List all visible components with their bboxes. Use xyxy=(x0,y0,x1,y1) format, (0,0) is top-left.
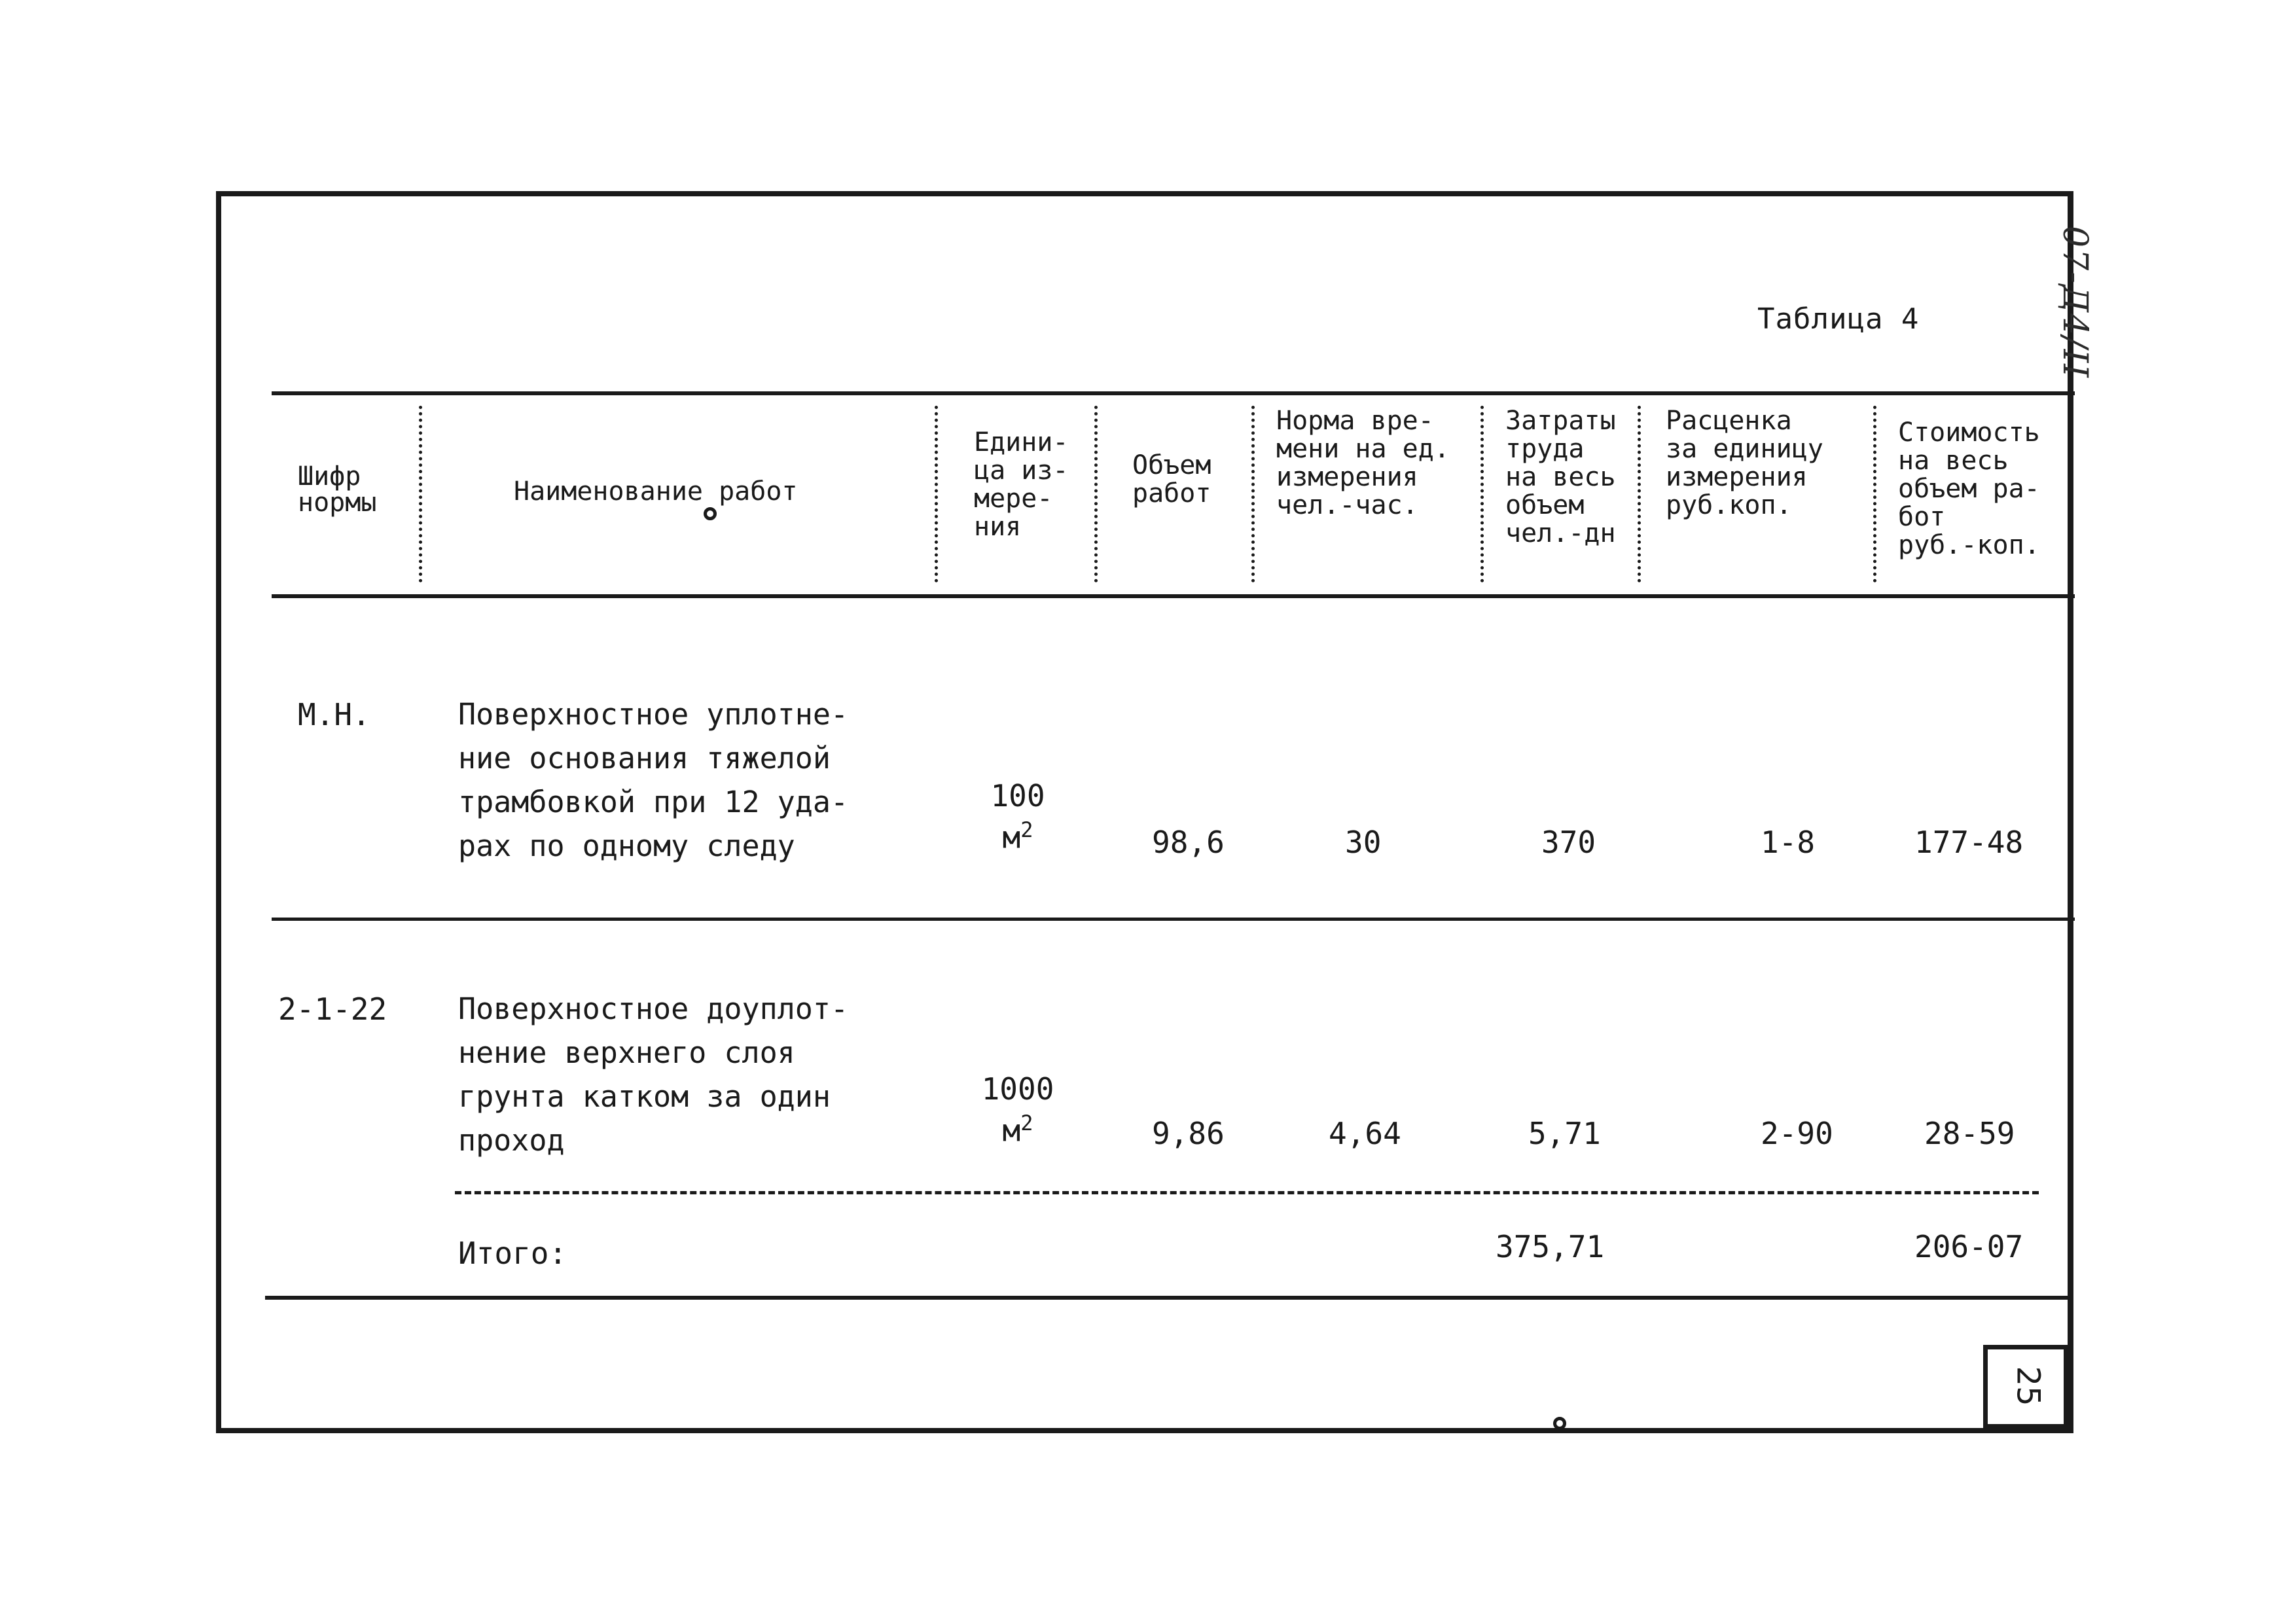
row-1-work: Поверхностное уплотне- ние основания тяжелой трамбовкой при 12 уда- рах по одному следу xyxy=(458,697,849,863)
row-1-labor: 370 xyxy=(1541,825,1596,860)
total-separator xyxy=(455,1191,2039,1194)
total-label: Итого: xyxy=(458,1236,567,1271)
row-2-work: Поверхностное доуплот- нение верхнего слоя грунта катком за один проход xyxy=(458,991,849,1158)
column-separator xyxy=(1638,406,1643,582)
header-code: Шифр нормы xyxy=(298,461,377,518)
header-volume: Объем работ xyxy=(1132,450,1211,508)
table-bottom-rule xyxy=(265,1296,2068,1300)
header-time-norm: Норма вре- мени на ед. измерения чел.-час. xyxy=(1276,406,1450,520)
row-2-labor: 5,71 xyxy=(1528,1116,1601,1151)
row-2-cost: 28-59 xyxy=(1924,1116,2015,1151)
row-1-code: М.Н. xyxy=(298,697,370,732)
row-2-rate: 2-90 xyxy=(1761,1116,1833,1151)
header-work-name: Наименование работ xyxy=(514,476,798,507)
ring-mark xyxy=(1553,1417,1566,1430)
header-rate: Расценка за единицу измерения руб.коп. xyxy=(1666,406,1823,520)
column-separator xyxy=(1251,406,1257,582)
row-2-unit: 1000 $м^2$ xyxy=(981,1071,1054,1149)
table-top-rule xyxy=(272,391,2075,395)
column-separator xyxy=(1094,406,1100,582)
column-separator xyxy=(935,406,941,582)
row-2-code: 2-1-22 xyxy=(278,991,387,1027)
row-1-norm: 30 xyxy=(1345,825,1382,860)
row-1-rate: 1-8 xyxy=(1761,825,1816,860)
header-unit: Едини- ца из- мере- ния xyxy=(974,427,1069,542)
total-labor: 375,71 xyxy=(1496,1229,1605,1264)
page-number: 25 xyxy=(2009,1366,2047,1406)
row-1-volume: 98,6 xyxy=(1152,825,1225,860)
row-separator xyxy=(272,918,2075,921)
row-1-unit: 100 $м^2$ xyxy=(990,778,1045,855)
column-separator xyxy=(1873,406,1879,582)
total-cost: 206-07 xyxy=(1914,1229,2024,1264)
row-1-cost: 177-48 xyxy=(1914,825,2024,860)
header-labor: Затраты труда на весь объем чел.-дн xyxy=(1505,406,1616,548)
document-code: 07-Д4/II xyxy=(2055,226,2094,379)
row-2-norm: 4,64 xyxy=(1329,1116,1401,1151)
header-cost: Стоимость на весь объем ра- бот руб.-коп. xyxy=(1898,418,2040,560)
header-bottom-rule xyxy=(272,594,2075,598)
row-2-volume: 9,86 xyxy=(1152,1116,1225,1151)
table-title: Таблица 4 xyxy=(1757,302,1920,336)
ring-mark xyxy=(704,507,717,520)
column-separator xyxy=(1480,406,1486,582)
column-separator xyxy=(419,406,425,582)
